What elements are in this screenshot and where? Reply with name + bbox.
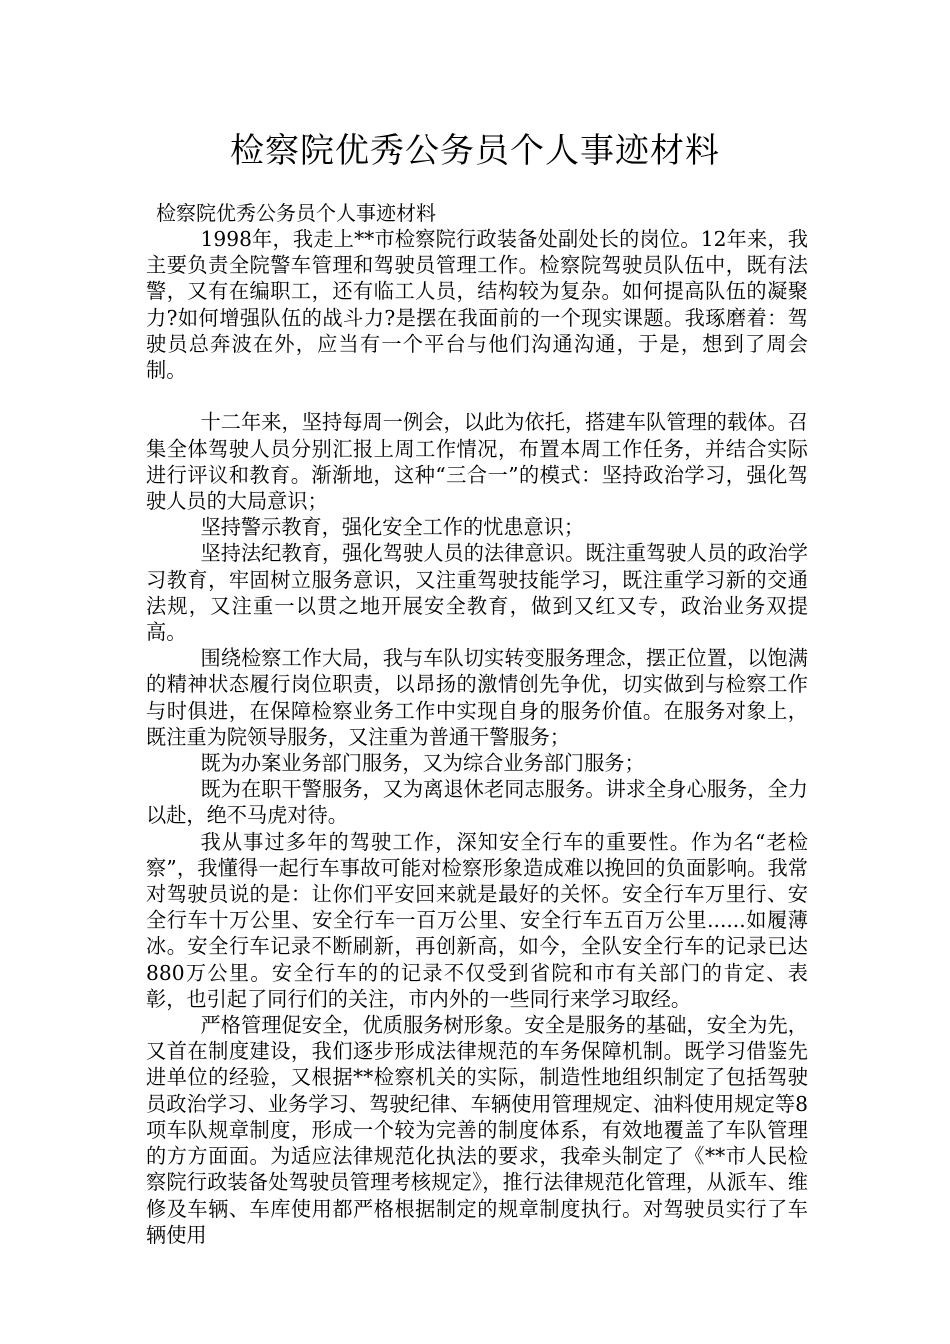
paragraph: 1998年，我走上**市检察院行政装备处副处长的岗位。12年来，我主要负责全院警车管理和驾驶员管理工作。检察院驾驶员队伍中，既有法警，又有在编职工，还有临工人员，结构较为复杂。如何提高队伍的凝聚力?如何增强队伍的战斗力?是摆在我面前的一个现实课题。我琢磨着：驾驶员总奔波在外，应当有一个平台与他们沟通沟通，于是，想到了周会制。 — [146, 227, 808, 383]
paragraph: 坚持警示教育，强化安全工作的忧患意识； — [200, 515, 585, 540]
document-title: 检察院优秀公务员个人事迹材料 — [230, 131, 720, 171]
paragraph: 既为办案业务部门服务，又为综合业务部门服务； — [200, 751, 645, 776]
paragraph: 坚持法纪教育，强化驾驶人员的法律意识。既注重驾驶人员的政治学习教育，牢固树立服务意识，又注重驾驶技能学习，既注重学习新的交通法规，又注重一以贯之地开展安全教育，做到又红又专，政治业务双提高。 — [146, 541, 808, 645]
paragraph: 严格管理促安全，优质服务树形象。安全是服务的基础，安全为先，又首在制度建设，我们逐步形成法律规范的车务保障机制。既学习借鉴先进单位的经验，又根据**检察机关的实际，制造性地组织制定了包括驾驶员政治学习、业务学习、驾驶纪律、车辆使用管理规定、油料使用规定等8项车队规章制度，形成一个较为完善的制度体系，有效地覆盖了车队管理的方方面面。为适应法律规范化执法的要求，我牵头制定了《**市人民检察院行政装备处驾驶员管理考核规定》，推行法律规范化管理，从派车、维修及车辆、车库使用都严格根据制定的规章制度执行。对驾驶员实行了车辆使用 — [146, 1013, 808, 1247]
document-body — [146, 226, 808, 1248]
document-subtitle: 检察院优秀公务员个人事迹材料 — [156, 201, 436, 225]
paragraph: 围绕检察工作大局，我与车队切实转变服务理念，摆正位置，以饱满的精神状态履行岗位职责，以昂扬的激情创先争优，切实做到与检察工作与时俱进，在保障检察业务工作中实现自身的服务价值。在服务对象上，既注重为院领导服务，又注重为普通干警服务； — [146, 646, 808, 749]
blank-line — [146, 383, 808, 409]
paragraph: 十二年来，坚持每周一例会，以此为依托，搭建车队管理的载体。召集全体驾驶人员分别汇报上周工作情况，布置本周工作任务，并结合实际进行评议和教育。渐渐地，这种“三合一”的模式：坚持政治学习，强化驾驶人员的大局意识； — [146, 410, 808, 514]
paragraph: 我从事过多年的驾驶工作，深知安全行车的重要性。作为名“老检察”，我懂得一起行车事故可能对检察形象造成难以挽回的负面影响。我常对驾驶员说的是：让你们平安回来就是最好的关怀。安全行车万里行、安全行车十万公里、安全行车一百万公里、安全行车五百万公里......如履薄冰。安全行车记录不断刷新，再创新高，如今，全队安全行车的记录已达880万公里。安全行车的的记录不仅受到省院和市有关部门的肯定、表彰，也引起了同行们的关注，市内外的一些同行来学习取经。 — [146, 829, 808, 1011]
paragraph: 既为在职干警服务，又为离退休老同志服务。讲求全身心服务，全力以赴，绝不马虎对待。 — [146, 777, 808, 828]
